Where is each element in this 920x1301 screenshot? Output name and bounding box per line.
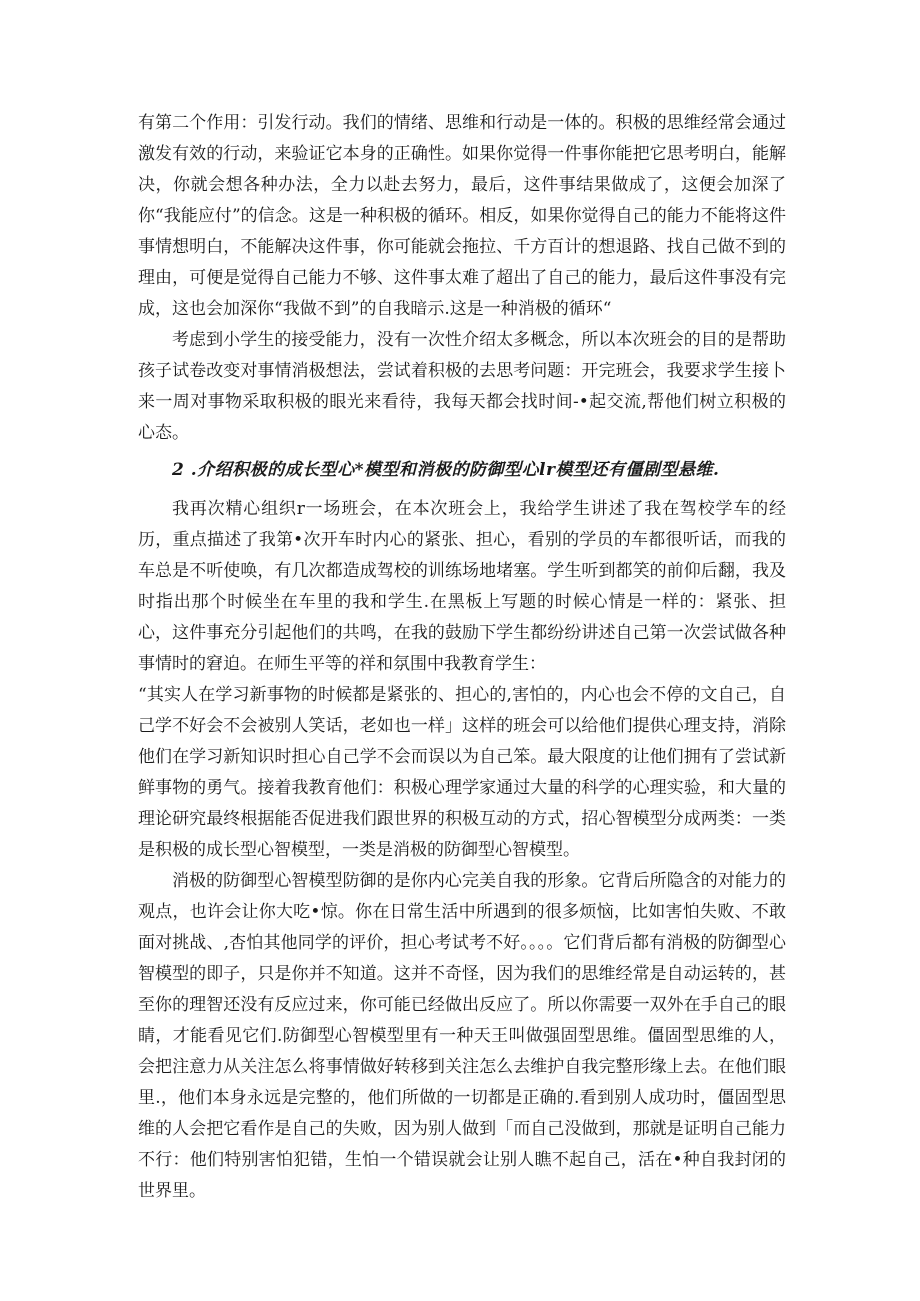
paragraph-quote-education: “其实人在学习新事物的时候都是紧张的、担心的,害怕的，内心也会不停的文自己，自己学不好会不会被别人笑话，老如也一样」这样的班会可以给他们提供心理支持，消除他们在学习新知识时担心自己学不会而误以为自己笨。最大限度的让他们拥有了尝试新鲜事物的勇气。接着我教育他们：积极心理学家通过大量的科学的心理实验，和大量的理论研究最终根据能否促进我们跟世界的积极互动的方式，招心智模型分成两类：一类是积极的成长型心智模型，一类是消极的防御型心智模型。 xyxy=(138,685,786,860)
paragraph-class-meeting-purpose: 考虑到小学生的接受能力，没有一次性介绍太多概念，所以本次班会的目的是帮助孩子试卷改变对事情消极想法，尝试着积极的去思考问题：开完班会，我要求学生接卜来一周对事物采取积极的眼光来看待，我每天都会找时间-•起交流,帮他们树立积极的心态。 xyxy=(138,330,786,443)
section-heading: 2 .介绍积极的成长型心*模型和消极的防御型心lr模型还有僵剧型悬维. xyxy=(172,460,720,480)
document-page xyxy=(138,108,786,1207)
paragraph-driving-story: 我再次精心组织r一场班会，在本次班会上，我给学生讲述了我在驾校学车的经历，重点描述了我第•次开车时内心的紧张、担心，看别的学员的车都很听话，而我的车总是不听使唤，有几次都造成驾校的训练场地堵塞。学生听到都笑的前仰后翻，我及时指出那个时候坐在车里的我和学生.在黑板上写题的时候心情是一样的：紧张、担心，这件事充分引起他们的共鸣，在我的鼓励下学生都纷纷讲述自己第一次尝试做各种事情时的窘迫。在师生平等的祥和氛围中我教育学生： xyxy=(138,499,786,674)
paragraph-action-cycle: 有第二个作用：引发行动。我们的情绪、思维和行动是一体的。积极的思维经常会通过激发有效的行动，来验证它本身的正确性。如果你觉得一件事你能把它思考明白，能解决，你就会想各种办法，全力以赴去努力，最后，这件事结果做成了，这便会加深了你“我能应付”的信念。这是一种积极的循环。相反，如果你觉得自己的能力不能将这件事情想明白，不能解决这件事，你可能就会拖拉、千方百计的想退路、找自己做不到的理由，可便是觉得自己能力不够、这件事太难了超出了自己的能力，最后这件事没有完成，这也会加深你“我做不到”的自我暗示.这是一种消极的循环“ xyxy=(138,113,786,319)
paragraph-defensive-mindset: 消极的防御型心智模型防御的是你内心完美自我的形象。它背后所隐含的对能力的观点，也许会让你大吃•惊。你在日常生活中所遇到的很多烦恼，比如害怕失败、不敢面对挑战、,杏怕其他同学的评价，担心考试考不好。。。。它们背后都有消极的防御型心智模型的即子，只是你并不知道。这并不奇怪，因为我们的思维经常是自动运转的，甚至你的理智还没有反应过来，你可能已经做出反应了。所以你需要一双外在手自己的眼睛，才能看见它们.防御型心智模型里有一种天王叫做强固型思维。僵固型思维的人，会把注意力从关注怎么将事情做好转移到关注怎么去维护自我完整形缘上去。在他们眼里.，他们本身永远是完整的，他们所做的一切都是正确的.看到别人成功时，僵固型思维的人会把它看作是自己的失败，因为别人做到「而自己没做到，那就是证明自己能力不行：他们特别害怕犯错，生怕一个错误就会让别人瞧不起自己，活在•种自我封闭的世界里。 xyxy=(138,871,786,1201)
